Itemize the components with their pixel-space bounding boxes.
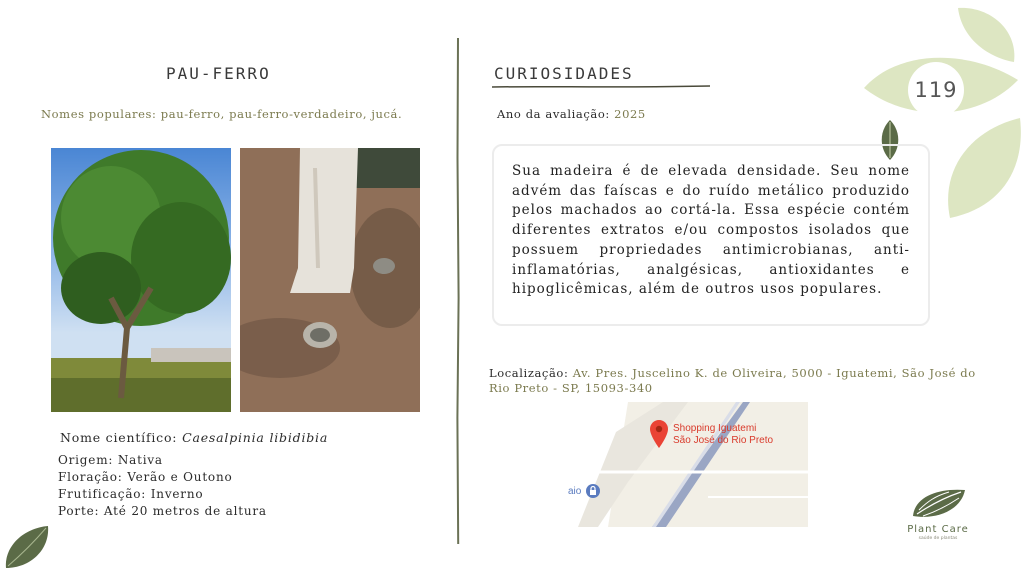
curiosity-text: Sua madeira é de elevada densidade. Seu nome advém das faíscas e do ruído metálico produzido pelos machados ao cortá-la. Essa espécie contém diferentes extratos e/ou compostos isolados que possuem propriedades antimicrobianas, anti-inflamatórias, analgésicas, antioxidantes e hipoglicêmicas, além de outros usos populares.	[512, 163, 910, 298]
evaluation-year	[497, 107, 646, 121]
curiosities-title: CURIOSIDADES	[494, 64, 634, 83]
page-number: 119	[914, 78, 958, 102]
brand-tagline: saúde de plantas	[918, 536, 958, 541]
detail-flowering: Floração: Verão e Outono	[58, 470, 233, 484]
detail-fruiting: Frutificação: Inverno	[58, 487, 204, 501]
page-number-badge	[908, 62, 964, 118]
vertical-divider	[456, 38, 460, 544]
brand-logo	[900, 486, 976, 542]
leaf-icon	[2, 524, 52, 572]
brand-leaf-icon	[909, 486, 967, 520]
map-place-label: Shopping Iguatemi São José do Rio Preto	[673, 423, 774, 446]
curiosity-box	[492, 144, 930, 326]
tree-photo	[51, 148, 231, 412]
popular-names: Nomes populares: pau-ferro, pau-ferro-verdadeiro, jucá.	[41, 107, 403, 121]
species-title: PAU-FERRO	[166, 64, 271, 83]
scientific-name-label: Nome científico:	[60, 430, 178, 445]
location-address: Av. Pres. Juscelino K. de Oliveira, 5000 - Iguatemi, São José do Rio Preto - SP, 15093-340	[489, 366, 976, 395]
title-underline	[492, 84, 712, 90]
detail-origin: Origem: Nativa	[58, 453, 163, 467]
lock-icon	[586, 484, 600, 498]
location-label: Localização:	[489, 366, 569, 380]
map-pin-icon	[650, 420, 668, 448]
detail-size: Porte: Até 20 metros de altura	[58, 504, 267, 518]
scientific-name-line	[60, 430, 328, 445]
trunk-photo	[240, 148, 420, 412]
location	[489, 366, 979, 396]
scientific-name: Caesalpinia libidibia	[182, 430, 329, 445]
year-label: Ano da avaliação:	[497, 107, 610, 121]
species-details	[58, 452, 267, 520]
location-map[interactable]	[568, 402, 808, 527]
brand-name: Plant Care	[907, 524, 969, 535]
year-value: 2025	[614, 107, 646, 121]
map-side-label: aio	[568, 486, 582, 497]
